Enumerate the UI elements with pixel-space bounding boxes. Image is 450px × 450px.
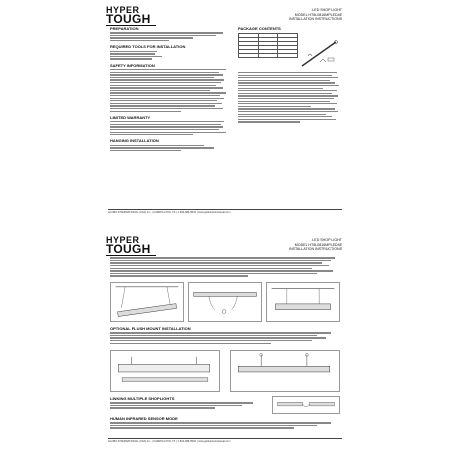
section-title-linking: LINKING MULTIPLE SHOPLIGHTS — [110, 396, 175, 401]
hanging-steps — [110, 145, 228, 151]
left-column — [110, 26, 228, 152]
brand-logo — [106, 236, 156, 256]
linking-steps — [110, 401, 260, 410]
hanging-figure-b — [188, 282, 262, 322]
header-line: LED SHOP LIGHT — [312, 238, 342, 242]
package-contents-illustration — [300, 36, 342, 70]
header-line: MODEL HT6L0816MPLED4E — [294, 242, 342, 247]
section-title-preparation: PREPARATION — [110, 26, 139, 31]
sensor-steps — [110, 421, 340, 430]
instruction-page-1 — [102, 2, 348, 217]
page-footer: GLOBO INTERNATIONAL (USA) Inc. | CARROLLTON, TX | 1-844-986-5534 | www.globointernational.com — [108, 209, 342, 214]
safety-text — [110, 69, 228, 112]
logo-line-2: TOUGH — [106, 244, 156, 256]
preparation-text — [110, 32, 228, 41]
hanging-figure-a — [110, 282, 184, 322]
right-column — [238, 26, 342, 124]
section-title-hanging: HANGING INSTALLATION — [110, 138, 159, 144]
package-notes — [238, 72, 342, 123]
document-header — [289, 238, 342, 252]
header-line: INSTALLATION INSTRUCTIONS — [289, 17, 342, 22]
page-footer: GLOBO INTERNATIONAL (USA) Inc. | CARROLLTON, TX | 1-844-986-5534 | www.globointernational.com — [108, 438, 342, 443]
section-title-sensor: HUMAN INFRARED SENSOR MODE — [110, 416, 178, 421]
brand-logo — [106, 6, 156, 26]
flush-mount-figure-b — [230, 350, 340, 392]
hanging-figure-c — [266, 282, 340, 322]
required-tools-list — [110, 51, 228, 60]
section-title-required-tools: REQUIRED TOOLS FOR INSTALLATION — [110, 44, 186, 50]
header-line: LED SHOP LIGHT — [312, 8, 342, 12]
logo-line-2: TOUGH — [106, 14, 156, 26]
section-title-warranty: LIMITED WARRANTY — [110, 114, 151, 120]
section-title-package: PACKAGE CONTENTS — [238, 26, 281, 31]
section-title-optional-flush: OPTIONAL FLUSH MOUNT INSTALLATION — [110, 326, 191, 331]
section-title-safety: SAFETY INFORMATION — [110, 62, 155, 68]
linking-figure — [272, 396, 340, 414]
optional-flush-steps — [110, 331, 340, 345]
document-header — [289, 8, 342, 22]
warranty-text — [110, 121, 228, 135]
package-contents-table — [238, 33, 298, 58]
warning-text — [110, 256, 340, 278]
header-line: INSTALLATION INSTRUCTIONS — [289, 247, 342, 252]
instruction-page-2 — [102, 232, 348, 446]
flush-mount-figure-a — [110, 350, 220, 392]
logo-line-1: HYPER — [106, 235, 140, 245]
logo-line-1: HYPER — [106, 5, 140, 15]
header-line: MODEL HT6L0816MPLED4E — [294, 12, 342, 17]
